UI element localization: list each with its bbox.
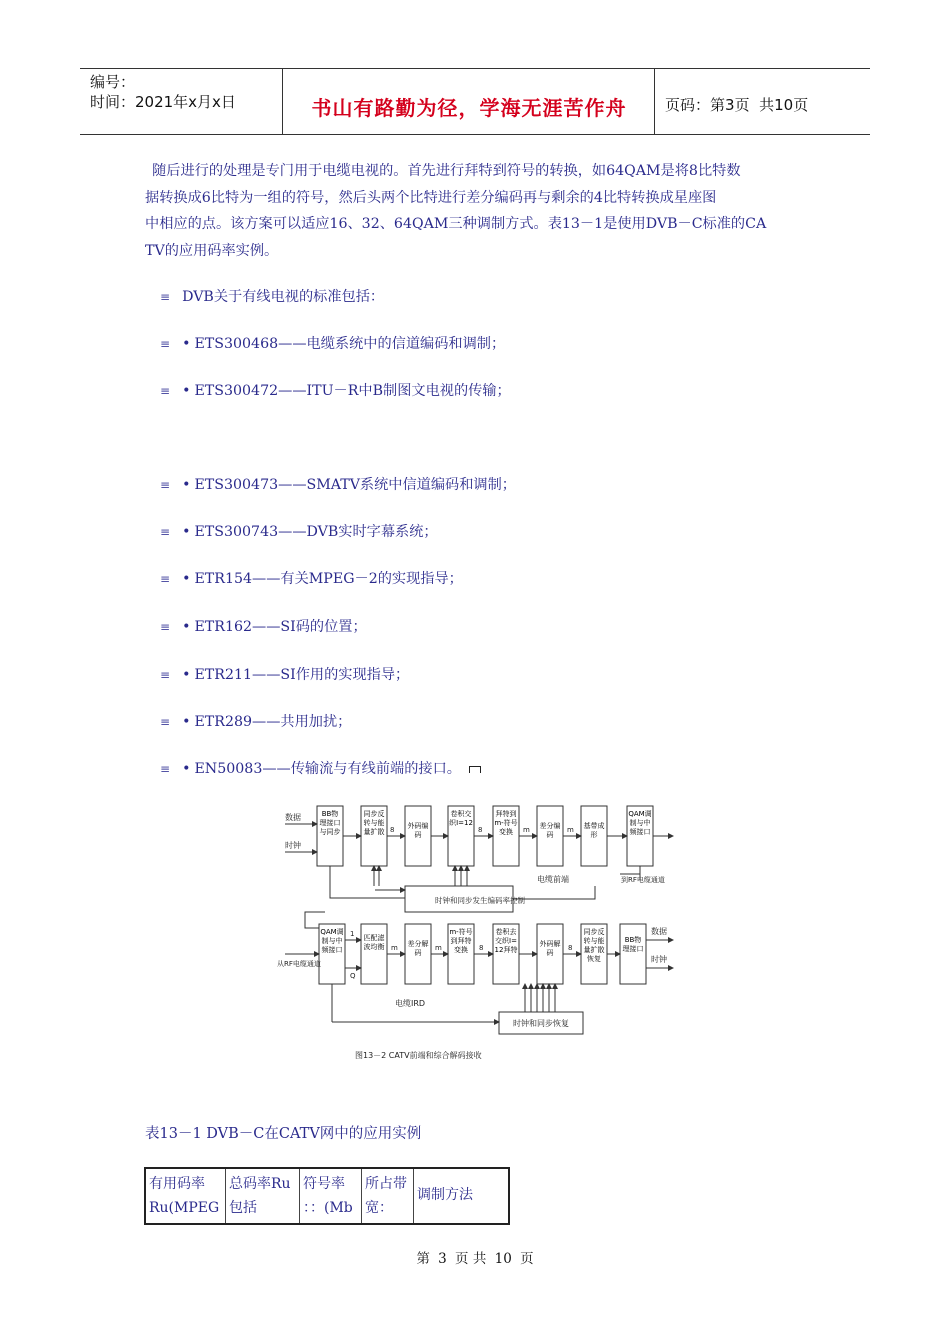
list-item: ≡ • ETR154——有关MPEG－2的实现指导；	[160, 571, 463, 587]
block-bottom: 匹配滤波均衡	[363, 934, 385, 951]
doc-number-label: 编号：	[90, 73, 136, 91]
ird-label: 电缆IRD	[395, 999, 426, 1008]
table-header-cell: 调制方法	[417, 1187, 473, 1203]
table-header-cell: 所占带 宽：	[362, 1169, 414, 1223]
block-bottom: 外码解码	[539, 940, 561, 957]
list-mark-icon: ≡	[160, 384, 171, 398]
block-bottom: 差分解码	[407, 940, 429, 957]
block-top: QAM调制与中频接口	[628, 810, 652, 836]
block-bottom: 同步反转与能量扩散恢复	[583, 928, 605, 963]
list-item: ≡ • ETR162——SI码的位置；	[160, 619, 367, 635]
top-input-data: 数据	[285, 813, 301, 822]
bullet-icon: •	[182, 524, 191, 540]
bus-label: m	[435, 944, 442, 952]
block-bottom: BB物理接口	[622, 936, 644, 953]
bottom-output-data: 数据	[651, 927, 667, 936]
block-top: 同步反转与能量扩散	[363, 810, 385, 836]
bullet-icon: •	[182, 477, 191, 493]
bullet-icon: •	[182, 619, 191, 635]
list-mark-icon: ≡	[160, 478, 171, 492]
list-mark-icon: ≡	[160, 525, 171, 539]
figure-caption: 图13－2 CATV前端和综合解码接收	[355, 1051, 482, 1060]
header-page-total: 10	[774, 96, 794, 114]
list-item: ≡ • ETS300472——ITU－R中B制图文电视的传输；	[160, 383, 511, 399]
table-header-cell: 符号率 ：：(Mb	[300, 1169, 362, 1223]
list-item: ≡ • ETR211——SI作用的实现指导；	[160, 667, 410, 683]
list-item: ≡ • ETR289——共用加扰；	[160, 714, 352, 730]
bullet-icon: •	[182, 714, 191, 730]
bus-label: 8	[568, 944, 573, 952]
block-top: 拜特到m-符号变换	[494, 810, 518, 836]
block-bottom: QAM调制与中频接口	[320, 928, 344, 954]
block-top: 基带成形	[583, 822, 605, 839]
bullet-icon: •	[182, 383, 191, 399]
block-top: 卷积交织I=12	[449, 810, 473, 827]
list-mark-icon: ≡	[160, 337, 171, 351]
block-bottom: 卷积去交织I=12拜特	[494, 928, 518, 954]
list-item: ≡ • ETS300743——DVB实时字幕系统；	[160, 524, 438, 540]
list-intro: ≡ DVB关于有线电视的标准包括：	[160, 289, 385, 305]
bullet-icon: •	[182, 667, 191, 683]
list-mark-icon: ≡	[160, 762, 171, 776]
block-top: 外码编码	[407, 822, 429, 839]
catv-block-diagram	[275, 800, 675, 1075]
bus-label: m	[523, 826, 530, 834]
paragraph-line: 据转换成6比特为一组的符号，然后头两个比特进行差分编码再与剩余的4比特转换成星座图	[145, 189, 717, 206]
list-mark-icon: ≡	[160, 715, 171, 729]
bullet-icon: •	[182, 761, 191, 777]
page-footer: 第 3 页 共 10 页	[416, 1251, 534, 1267]
footer-page-current: 3	[438, 1251, 447, 1267]
footer-page-total: 10	[494, 1251, 512, 1267]
paragraph-line: 随后进行的处理是专门用于电缆电视的。首先进行拜特到符号的转换，如64QAM是将8比特数	[152, 163, 741, 179]
bus-label: 8	[390, 826, 395, 834]
list-mark-icon: ≡	[160, 290, 171, 304]
bus-label: 8	[479, 944, 484, 952]
header-bottom-rule	[80, 134, 870, 135]
header-divider-right	[654, 68, 655, 135]
bus-label: Q	[350, 972, 356, 980]
to-rf-label: 到RF电缆通道	[621, 876, 665, 884]
block-top: 差分编码	[539, 822, 561, 839]
list-item: ≡ • EN50083——传输流与有线前端的接口。	[160, 758, 481, 778]
diagram-svg	[275, 800, 675, 1075]
bullet-icon: •	[182, 336, 191, 352]
paragraph-line: 中相应的点。该方案可以适应16、32、64QAM三种调制方式。表13－1是使用DVB－C标准的CA	[145, 216, 767, 232]
list-mark-icon: ≡	[160, 572, 171, 586]
block-bottom: m-符号到拜特变换	[449, 928, 473, 954]
list-item: ≡ • ETS300473——SMATV系统中信道编码和调制；	[160, 477, 516, 493]
bus-label: 8	[478, 826, 483, 834]
from-rf-label: 从RF电缆通道	[277, 960, 321, 968]
bottom-output-clock: 时钟	[651, 955, 667, 964]
header-page-current: 3	[725, 96, 735, 114]
block-top: BB物理接口与同步	[319, 810, 341, 836]
bus-label: 1	[350, 930, 355, 938]
bullet-icon: •	[182, 571, 191, 587]
sync-gen-label: 时钟和同步发生编码率控制	[435, 896, 525, 905]
small-frame-icon	[469, 766, 481, 773]
list-mark-icon: ≡	[160, 668, 171, 682]
list-mark-icon: ≡	[160, 620, 171, 634]
header-meta	[90, 72, 236, 112]
table-caption: 表13－1 DVB－C在CATV网中的应用实例	[145, 1126, 422, 1142]
front-end-label: 电缆前端	[537, 875, 569, 884]
top-input-clock: 时钟	[285, 841, 301, 850]
application-table	[144, 1167, 510, 1225]
bus-label: m	[391, 944, 398, 952]
time-label: 时间：2021年x月x日	[90, 93, 236, 111]
header-slogan: 书山有路勤为径，学海无涯苦作舟	[311, 96, 627, 120]
header-page-indicator: 页码：第3页 共10页	[665, 96, 809, 114]
header-top-rule	[80, 68, 870, 69]
paragraph-line: TV的应用码率实例。	[145, 242, 279, 259]
header-divider-left	[282, 68, 283, 135]
bus-label: m	[567, 826, 574, 834]
table-header-cell: 总码率Ru 包括	[226, 1169, 300, 1223]
clock-recovery-label: 时钟和同步恢复	[513, 1019, 569, 1028]
body-paragraph	[145, 158, 809, 264]
list-item: ≡ • ETS300468——电缆系统中的信道编码和调制；	[160, 336, 506, 352]
table-header-cell: 有用码率 Ru(MPEG	[146, 1169, 226, 1223]
